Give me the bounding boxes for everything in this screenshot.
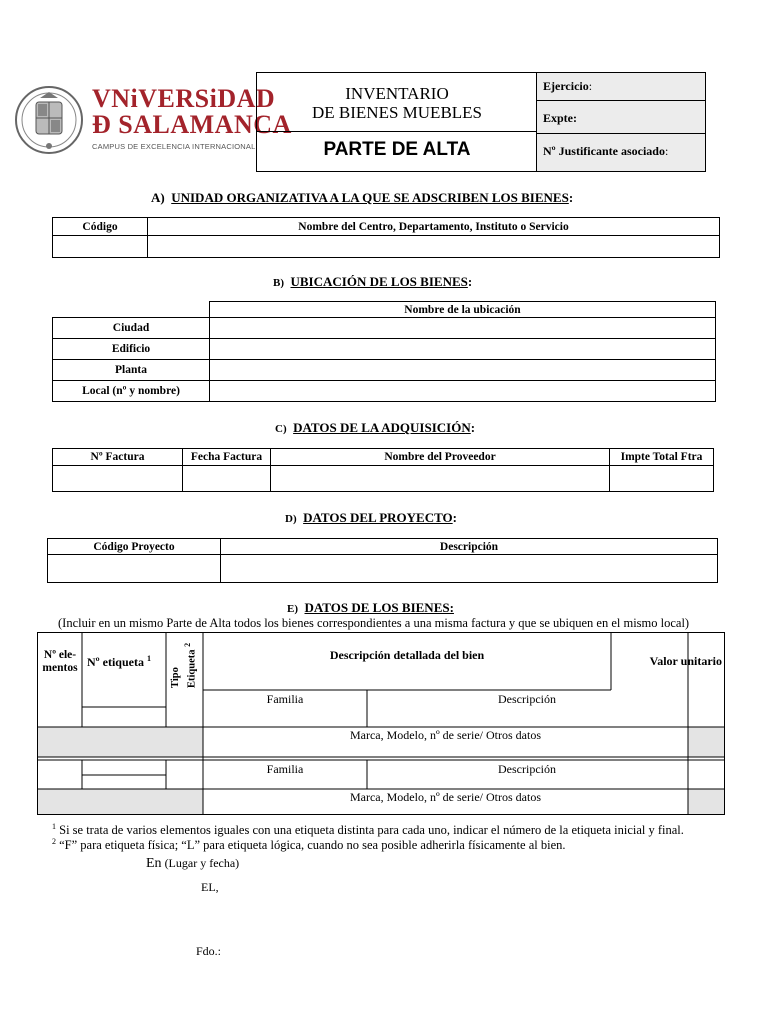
footnote-1 [52,822,684,838]
col-proveedor: Nombre del Proveedor [271,449,610,466]
logo-name-line1: VNiVERSiDAD [92,84,276,113]
empty-corner [53,302,210,318]
section-b-title [273,274,472,290]
section-d-heading: DATOS DEL PROYECTO [303,510,453,525]
col-importe: Impte Total Ftra [610,449,714,466]
section-b-table [52,301,716,402]
header-field-divider [537,100,705,101]
header-fields [537,73,705,171]
section-a-heading: UNIDAD ORGANIZATIVA A LA QUE SE ADSCRIBEN LOS BIENES [171,190,569,205]
lugar-fecha[interactable] [146,856,239,872]
section-a-letter: A) [151,190,165,205]
el-label: EL, [201,880,219,894]
proveedor-cell[interactable] [271,466,610,492]
col-tipo-etiqueta [170,632,199,688]
section-d-colon: : [452,510,457,525]
section-a-colon: : [568,190,574,205]
section-a-title [151,190,573,206]
col-num-elementos-line2: mentos [42,662,78,674]
descripcion-proyecto-cell[interactable] [221,555,718,583]
footnote-2 [52,837,566,853]
col-nombre-centro: Nombre del Centro, Departamento, Instituto o Servicio [148,218,720,236]
familia-label: Familia [266,762,304,776]
header-box [256,72,706,172]
header-divider [257,131,537,132]
marca-label: Marca, Modelo, nº de serie/ Otros datos [349,790,541,804]
col-num-elementos [39,649,81,675]
col-codigo: Código [53,218,148,236]
ejercicio-label: Ejercicio [543,79,589,93]
familia-label: Familia [266,692,304,706]
section-b-heading: UBICACIÓN DE LOS BIENES [290,274,468,289]
footnote-2-number: 2 [52,837,56,846]
logo-subtitle: CAMPUS DE EXCELENCIA INTERNACIONAL [92,142,256,151]
codigo-proyecto-cell[interactable] [48,555,221,583]
col-num-elementos-line1: Nº ele- [43,649,77,661]
col-descripcion-detallada: Descripción detallada del bien [329,648,485,662]
justificante-field[interactable] [537,144,705,159]
section-c-colon: : [470,420,476,435]
section-d-table [47,538,718,583]
ejercicio-colon: : [588,79,593,93]
header-title-line2: DE BIENES MUEBLES [312,103,482,122]
bienes-table [37,632,725,815]
section-c-letter: C) [275,423,287,435]
col-descripcion-proyecto: Descripción [221,539,718,555]
header-title-line1: INVENTARIO [345,84,449,103]
codigo-cell[interactable] [53,236,148,258]
justificante-label: Nº Justificante asociado [543,144,665,158]
section-d-title [285,510,457,526]
header-parte-alta: PARTE DE ALTA [323,139,471,160]
expte-label: Expte: [543,111,577,125]
section-a-table [52,217,720,258]
en-label: En [146,856,162,871]
col-factura: Nº Factura [53,449,183,466]
section-b-letter: B) [273,277,284,289]
importe-cell[interactable] [610,466,714,492]
col-tipo-etiqueta-line2: Etiqueta [186,649,198,688]
col-num-etiqueta [87,654,151,670]
section-e-note: (Incluir en un mismo Parte de Alta todos los bienes correspondientes a una misma factura y que se ubiquen en el mismo local) [58,616,690,630]
justificante-colon: : [664,144,669,158]
col-fecha-factura: Fecha Factura [183,449,271,466]
section-e-title [287,600,454,616]
section-c-title [275,420,475,436]
section-c-table [52,448,714,492]
col-valor-unitario: Valor unitario [649,654,722,668]
footnote-ref-2: 2 [183,642,192,647]
descripcion-label: Descripción [498,692,556,706]
expte-field[interactable] [537,111,705,126]
descripcion-label: Descripción [498,762,556,776]
university-seal-icon [14,80,84,160]
fdo-label: Fdo.: [196,944,222,958]
section-d-letter: D) [285,513,297,525]
row-planta: Planta [53,360,210,381]
section-c-heading: DATOS DE LA ADQUISICIÓN [293,420,471,435]
col-nombre-ubicacion: Nombre de la ubicación [210,302,716,318]
header-field-divider [537,133,705,134]
header-title-area [257,73,537,171]
footnote-ref-1: 1 [146,654,151,663]
planta-cell[interactable] [210,360,716,381]
fecha-factura-cell[interactable] [183,466,271,492]
marca-label: Marca, Modelo, nº de serie/ Otros datos [349,728,541,742]
lugar-fecha-label: (Lugar y fecha) [164,856,240,870]
ejercicio-field[interactable] [537,79,705,94]
col-num-etiqueta-label: Nº etiqueta [87,655,144,669]
logo-name-line2: Ð SALAMANCA [92,110,292,139]
section-e-heading: DATOS DE LOS BIENES: [304,600,454,615]
university-logo [14,80,292,160]
footnote-1-text: Si se trata de varios elementos iguales con una etiqueta distinta para cada uno, indicar el número de la etiqueta inicial y final. [59,823,684,838]
row-edificio: Edificio [53,339,210,360]
factura-cell[interactable] [53,466,183,492]
row-ciudad: Ciudad [53,318,210,339]
nombre-centro-cell[interactable] [148,236,720,258]
section-b-colon: : [467,274,473,289]
col-tipo-etiqueta-line1: Tipo [170,667,181,688]
col-codigo-proyecto: Código Proyecto [48,539,221,555]
ciudad-cell[interactable] [210,318,716,339]
edificio-cell[interactable] [210,339,716,360]
row-local: Local (nº y nombre) [53,381,210,402]
footnote-1-number: 1 [52,822,56,831]
local-cell[interactable] [210,381,716,402]
section-e-letter: E) [287,603,298,615]
footnote-2-text: “F” para etiqueta física; “L” para etiqueta lógica, cuando no sea posible adherirla físicamente al bien. [59,838,566,853]
